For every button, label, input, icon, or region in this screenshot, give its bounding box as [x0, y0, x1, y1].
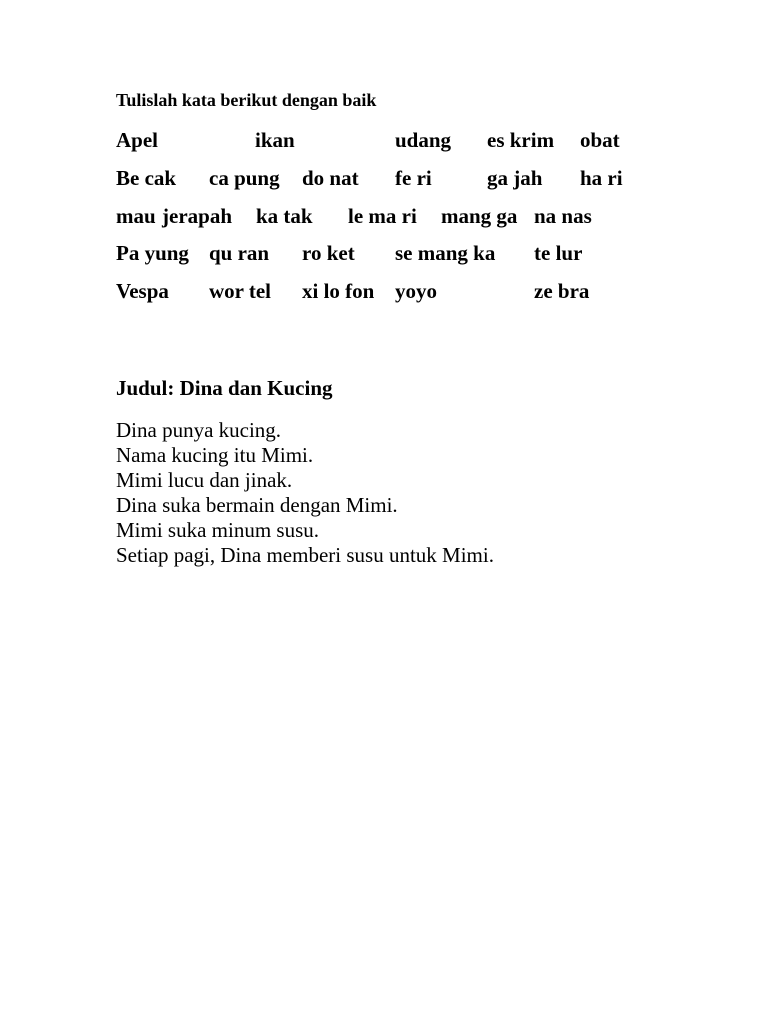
story-line: Mimi lucu dan jinak.	[116, 468, 293, 492]
instruction-heading: Tulislah kata berikut dengan baik	[116, 90, 377, 110]
word-cell: ha ri	[580, 166, 623, 190]
story-line: Dina punya kucing.	[116, 418, 282, 442]
word-cell: Apel	[116, 128, 158, 152]
word-cell: ga jah	[487, 166, 543, 190]
word-cell: jerapah	[162, 204, 232, 228]
word-cell: obat	[580, 128, 620, 152]
word-cell: ze bra	[534, 279, 590, 303]
word-cell: ikan	[255, 128, 295, 152]
word-cell: Pa yung	[116, 241, 189, 265]
word-cell: ka tak	[256, 204, 313, 228]
word-cell: Be cak	[116, 166, 177, 190]
word-cell: Vespa	[116, 279, 169, 303]
word-cell: fe ri	[395, 166, 432, 190]
story-body	[116, 418, 716, 568]
word-cell: udang	[395, 128, 452, 152]
word-cell: xi lo fon	[302, 279, 375, 303]
word-cell: mau	[116, 204, 156, 228]
story-line: Setiap pagi, Dina memberi susu untuk Mimi.	[116, 543, 494, 567]
story-line: Mimi suka minum susu.	[116, 518, 320, 542]
word-cell: na nas	[534, 204, 592, 228]
word-cell: wor tel	[209, 279, 272, 303]
word-cell: le ma ri	[348, 204, 417, 228]
word-cell: mang ga	[441, 204, 518, 228]
word-cell: te lur	[534, 241, 583, 265]
word-table	[0, 0, 768, 320]
word-cell: ro ket	[302, 241, 355, 265]
word-cell: qu ran	[209, 241, 270, 265]
word-cell: se mang ka	[395, 241, 496, 265]
story-title: Judul: Dina dan Kucing	[116, 376, 333, 400]
word-cell: ca pung	[209, 166, 280, 190]
word-cell: yoyo	[395, 279, 437, 303]
word-cell: es krim	[487, 128, 555, 152]
story-line: Dina suka bermain dengan Mimi.	[116, 493, 398, 517]
story-line: Nama kucing itu Mimi.	[116, 443, 314, 467]
word-cell: do nat	[302, 166, 359, 190]
